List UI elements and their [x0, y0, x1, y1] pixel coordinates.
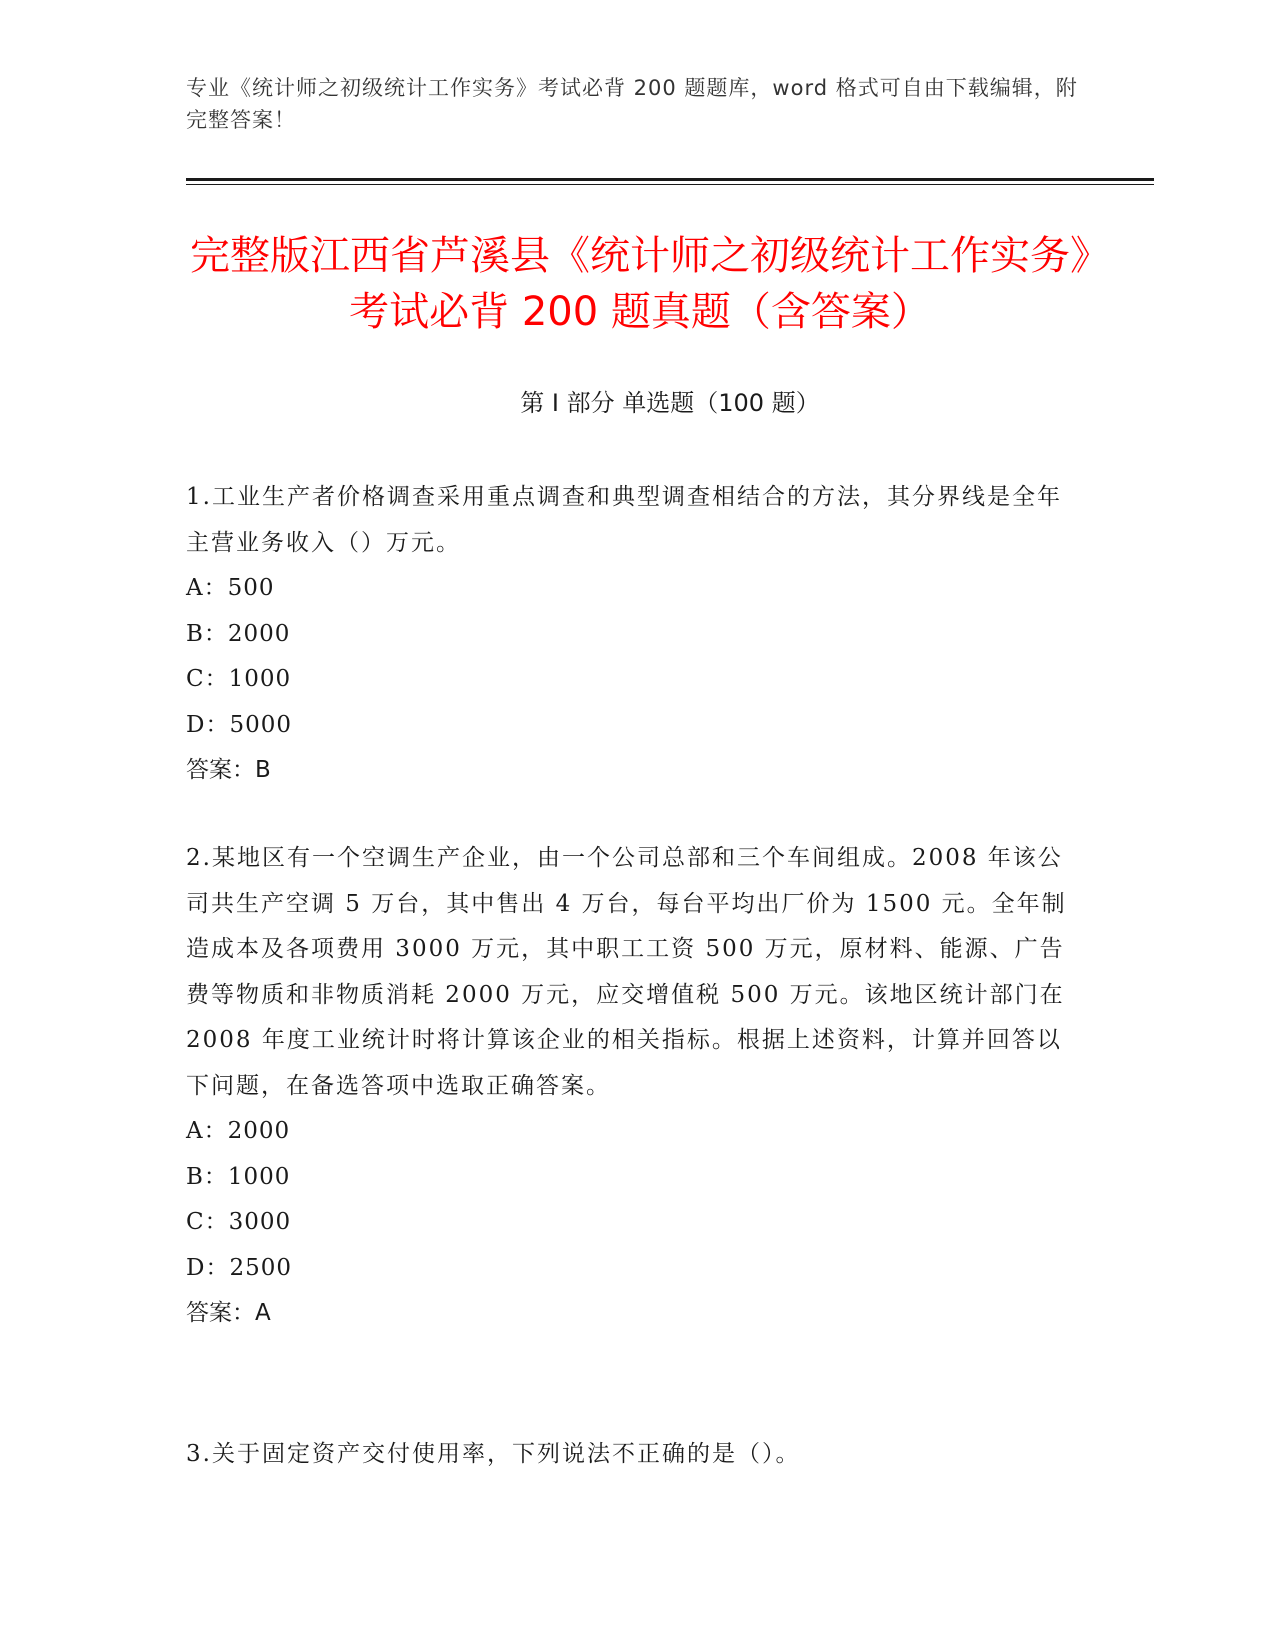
option-c: C：3000	[186, 1209, 292, 1235]
option-d: D：5000	[186, 711, 292, 738]
option-a: A：2000	[186, 1118, 291, 1144]
document-title: 完整版江西省芦溪县《统计师之初级统计工作实务》考试必背 200 题真题（含答案）	[190, 233, 1090, 335]
header-note: 专业《统计师之初级统计工作实务》考试必背 200 题题库，word 格式可自由下载编辑，附完整答案！	[186, 76, 1078, 132]
option-b: B：2000	[186, 620, 291, 647]
question-stem: 1.工业生产者价格调查采用重点调查和典型调查相结合的方法，其分界线是全年主营业务收入（）万元。	[186, 484, 1062, 556]
header-divider-thin	[186, 184, 1154, 185]
answer: 答案：B	[186, 757, 271, 783]
question-2	[186, 836, 1086, 1337]
question-stem: 3.关于固定资产交付使用率，下列说法不正确的是（）。	[186, 1441, 801, 1467]
option-d: D：2500	[186, 1254, 292, 1281]
header-divider-thick	[186, 178, 1154, 181]
option-b: B：1000	[186, 1163, 291, 1190]
option-c: C：1000	[186, 666, 292, 692]
option-a: A：500	[186, 575, 275, 601]
question-3	[186, 1432, 1086, 1478]
answer: 答案：A	[186, 1300, 271, 1326]
question-1	[186, 475, 1086, 794]
section-title: 第 I 部分 单选题（100 题）	[520, 389, 820, 417]
question-stem: 2.某地区有一个空调生产企业，由一个公司总部和三个车间组成。2008 年该公司共生产空调 5 万台，其中售出 4 万台，每台平均出厂价为 1500 元。全年制造成本及各项费用 3000 万元，其中职工工资 500 万元，原材料、能源、广告费等物质和非物质消耗 2000 万元，应交增值税 500 万元。该地区统计部门在 2008 年度工业统计时将计算该企业的相关指标。根据上述资料，计算并回答以下问题，在备选答项中选取正确答案。	[186, 845, 1067, 1099]
